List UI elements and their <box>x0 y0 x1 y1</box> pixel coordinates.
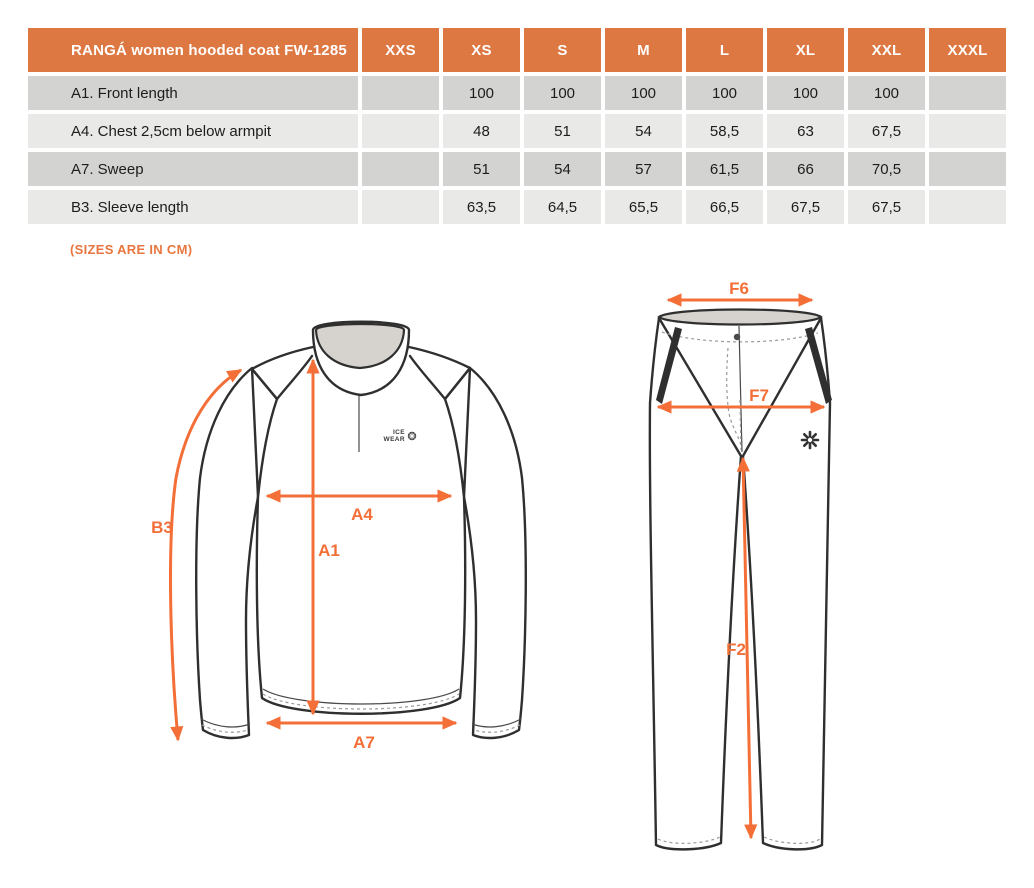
size-value-cell: 64,5 <box>524 190 601 224</box>
a4-label: A4 <box>351 505 373 524</box>
size-value-cell: 100 <box>848 76 925 110</box>
b3-label: B3 <box>151 518 173 537</box>
f2-label: F2 <box>726 640 746 659</box>
table-row-sweep <box>28 152 1006 186</box>
snowflake-roundel-icon <box>408 432 416 440</box>
f6-label: F6 <box>729 279 749 298</box>
size-value-cell <box>929 190 1006 224</box>
size-value-cell: 58,5 <box>686 114 763 148</box>
size-value-cell: 51 <box>524 114 601 148</box>
size-column-header-xxxl: XXXL <box>929 28 1006 72</box>
size-value-cell: 100 <box>605 76 682 110</box>
sweater-right-sleeve <box>464 368 526 738</box>
a7-label: A7 <box>353 733 375 752</box>
pants-diagram <box>650 279 832 849</box>
size-column-header-xl: XL <box>767 28 844 72</box>
measurement-label: A4. Chest 2,5cm below armpit <box>28 114 358 148</box>
f7-label: F7 <box>749 386 769 405</box>
size-column-header-xs: XS <box>443 28 520 72</box>
center-front-seam <box>739 326 742 452</box>
waistband <box>659 310 821 325</box>
garment-diagrams <box>0 270 1034 888</box>
size-value-cell <box>929 152 1006 186</box>
size-value-cell <box>362 114 439 148</box>
size-column-header-xxl: XXL <box>848 28 925 72</box>
snowflake-icon <box>802 432 818 448</box>
sweater-diagram <box>151 322 526 752</box>
size-value-cell <box>362 190 439 224</box>
table-header-row <box>28 28 1006 72</box>
size-value-cell: 63 <box>767 114 844 148</box>
size-value-cell <box>362 152 439 186</box>
size-column-header-m: M <box>605 28 682 72</box>
size-value-cell <box>929 76 1006 110</box>
size-column-header-xxs: XXS <box>362 28 439 72</box>
size-value-cell: 54 <box>605 114 682 148</box>
size-value-cell: 57 <box>605 152 682 186</box>
a1-label: A1 <box>318 541 340 560</box>
size-value-cell: 100 <box>443 76 520 110</box>
size-value-cell: 67,5 <box>767 190 844 224</box>
size-column-header-l: L <box>686 28 763 72</box>
measurement-label: B3. Sleeve length <box>28 190 358 224</box>
pants-outline <box>650 310 832 850</box>
sweater-body <box>252 347 470 714</box>
table-row-chest <box>28 114 1006 148</box>
size-value-cell: 48 <box>443 114 520 148</box>
table-row-front-length <box>28 76 1006 110</box>
size-value-cell: 54 <box>524 152 601 186</box>
waist-button <box>734 334 740 340</box>
size-value-cell: 100 <box>767 76 844 110</box>
size-value-cell: 67,5 <box>848 190 925 224</box>
measurement-label: A7. Sweep <box>28 152 358 186</box>
table-row-sleeve-length <box>28 190 1006 224</box>
size-value-cell: 70,5 <box>848 152 925 186</box>
size-value-cell: 61,5 <box>686 152 763 186</box>
size-value-cell: 67,5 <box>848 114 925 148</box>
size-value-cell: 100 <box>524 76 601 110</box>
size-table <box>24 24 1010 228</box>
logo-text-ice: ICE <box>392 429 405 436</box>
size-value-cell <box>362 76 439 110</box>
size-value-cell: 63,5 <box>443 190 520 224</box>
size-value-cell: 66,5 <box>686 190 763 224</box>
measurement-label: A1. Front length <box>28 76 358 110</box>
size-value-cell: 66 <box>767 152 844 186</box>
logo-text-wear: WEAR <box>383 436 405 443</box>
units-note: (SIZES ARE IN CM) <box>70 242 193 257</box>
size-value-cell <box>929 114 1006 148</box>
size-value-cell: 100 <box>686 76 763 110</box>
product-title: RANGÁ women hooded coat FW-1285 <box>28 28 358 72</box>
size-column-header-s: S <box>524 28 601 72</box>
fly-stitch <box>727 348 741 445</box>
size-value-cell: 65,5 <box>605 190 682 224</box>
size-value-cell: 51 <box>443 152 520 186</box>
sweater-left-sleeve <box>196 368 258 738</box>
